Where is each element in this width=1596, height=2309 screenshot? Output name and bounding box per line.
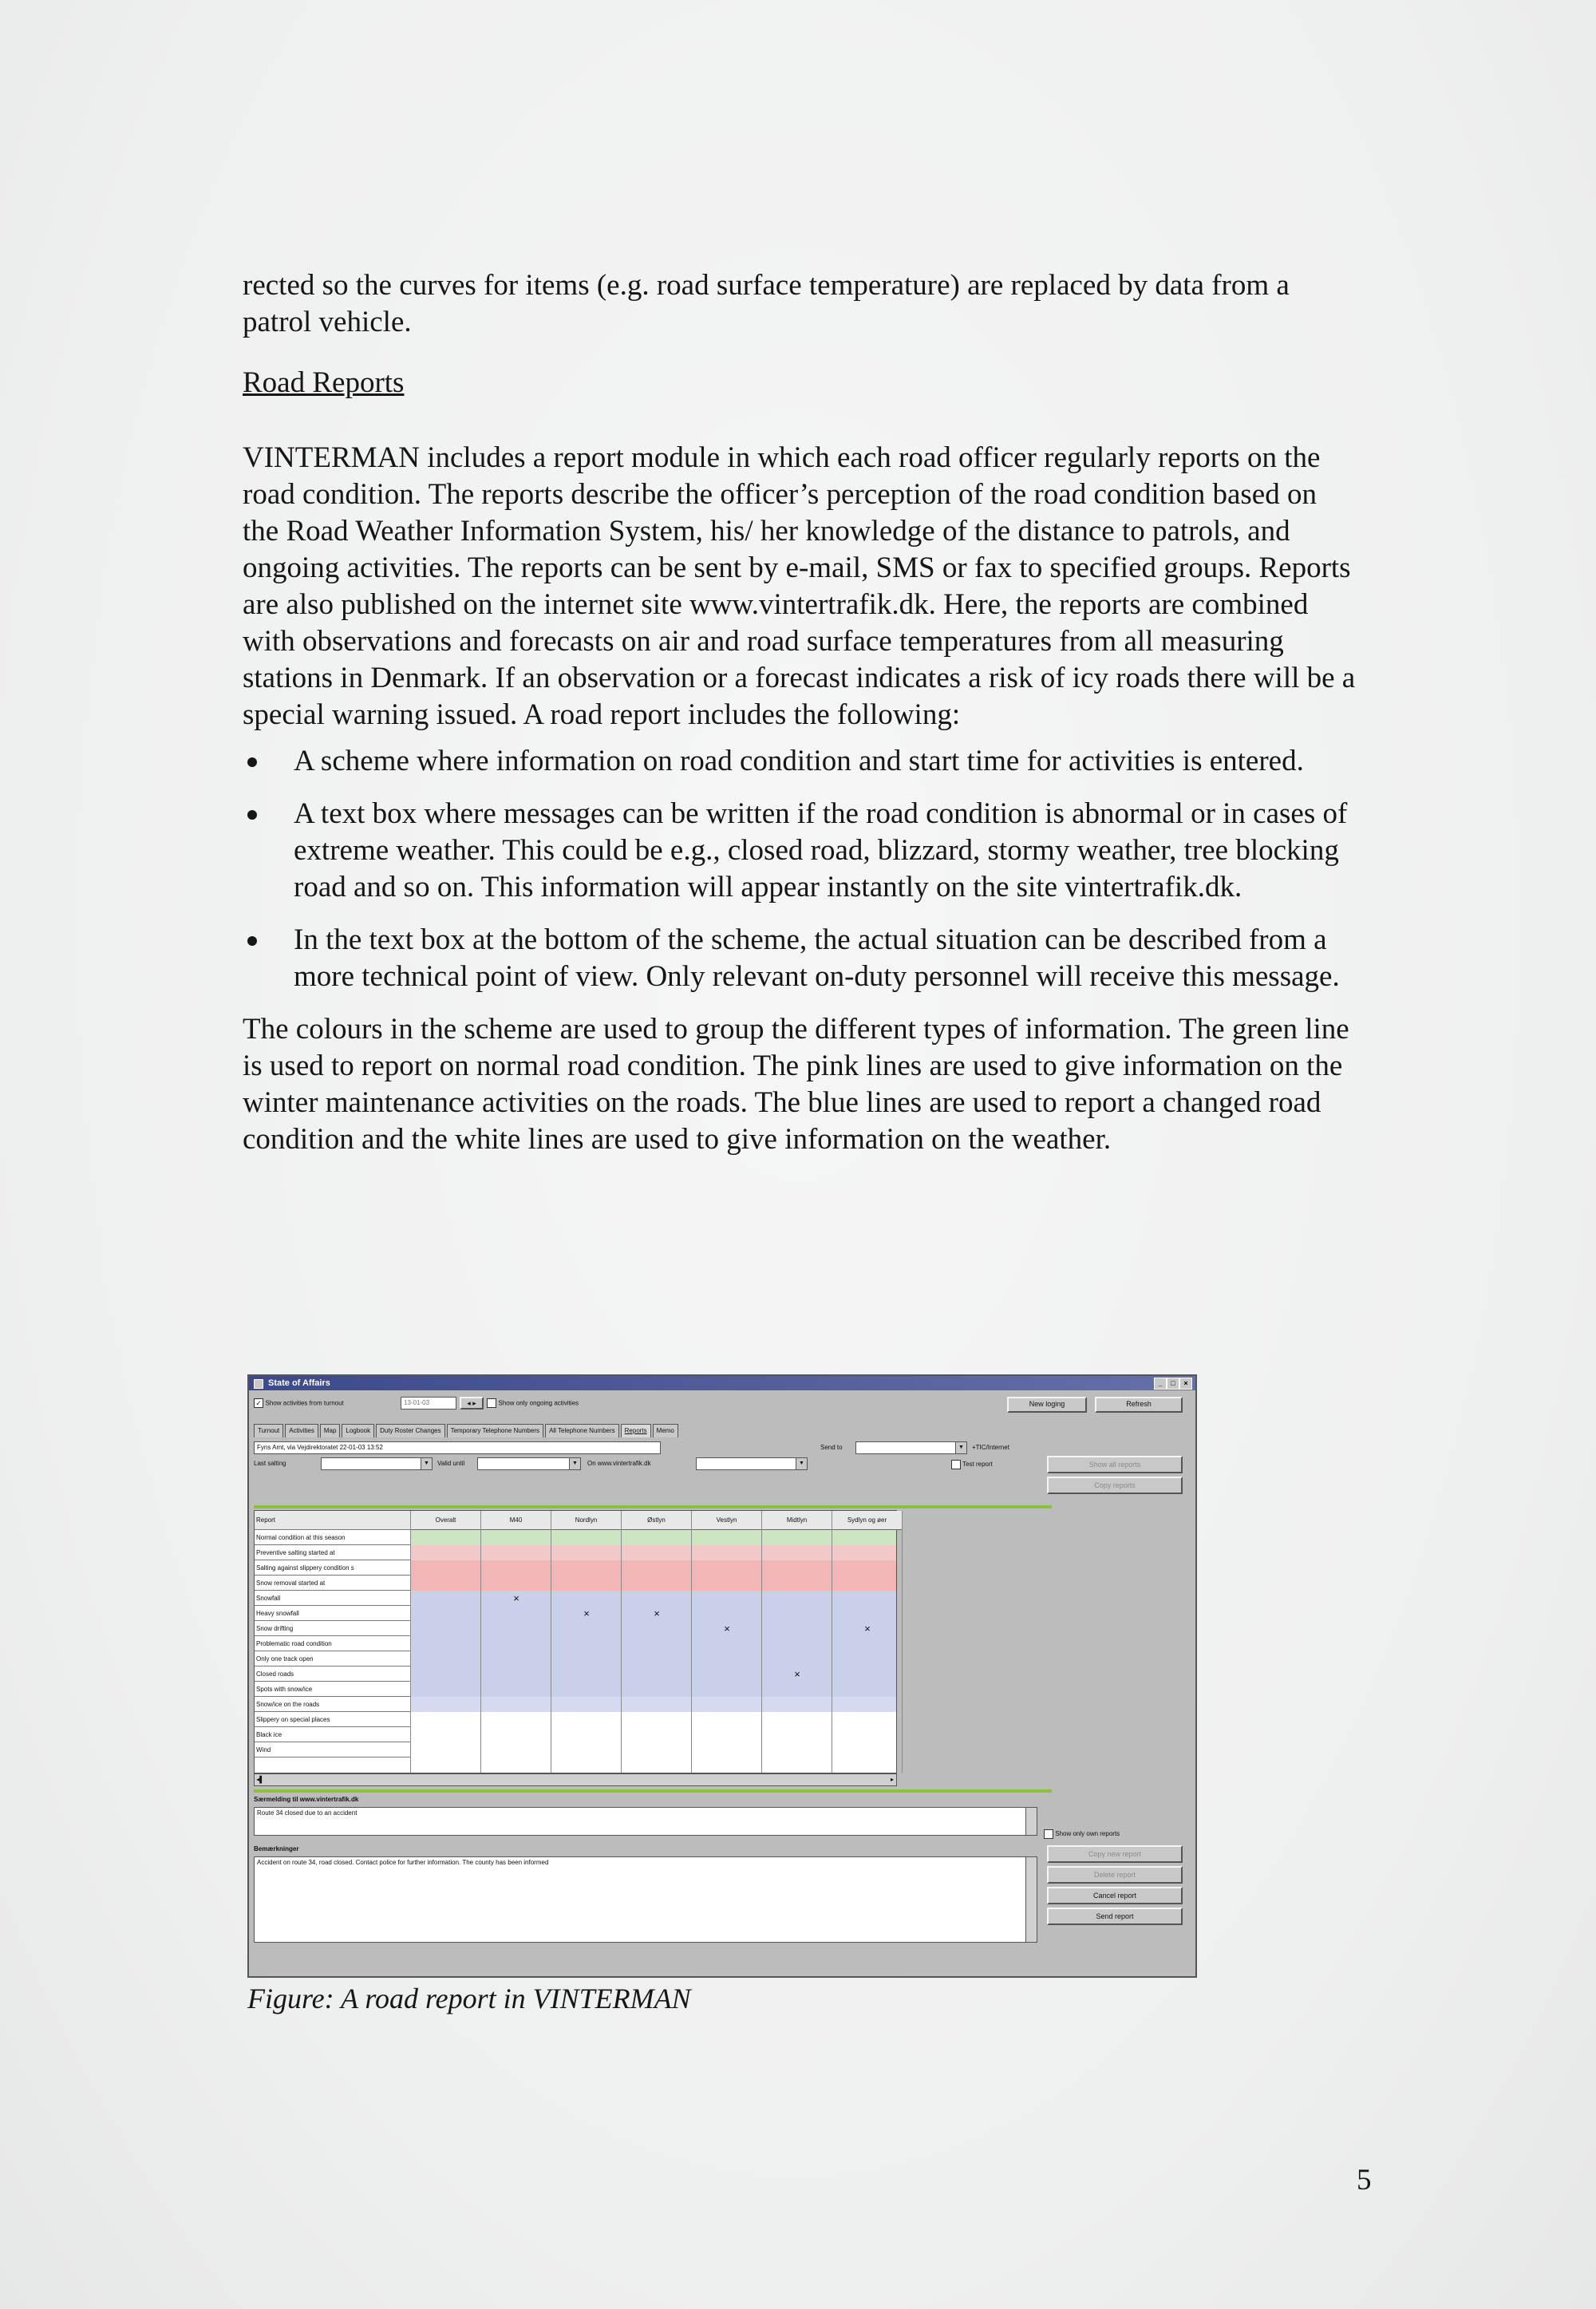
grid-row-label: Only one track open — [255, 1651, 411, 1667]
ongoing-label: Show only ongoing activities — [498, 1399, 579, 1407]
ongoing-row — [487, 1398, 579, 1408]
grid-column-header: Sydlyn og øer — [832, 1511, 903, 1530]
tab-activities[interactable]: Activities — [285, 1424, 318, 1437]
grid-column-line — [480, 1511, 481, 1773]
chevron-down-icon: ▼ — [421, 1458, 432, 1469]
page-number: 5 — [1357, 2164, 1372, 2196]
grid-row-label: Black ice — [255, 1727, 411, 1742]
grid-row-label: Snowfall — [255, 1591, 411, 1606]
tab-turnout[interactable]: Turnout — [254, 1424, 283, 1437]
remarks-textbox[interactable] — [254, 1856, 1037, 1943]
tab-duty-roster[interactable]: Duty Roster Changes — [376, 1424, 444, 1437]
send-to-select[interactable] — [855, 1441, 967, 1454]
grid-column-header: Overalt — [411, 1511, 481, 1530]
turnout-row — [254, 1398, 344, 1408]
grid-column-line — [691, 1511, 692, 1773]
cancel-report-button[interactable]: Cancel report — [1047, 1887, 1183, 1904]
send-to-label: Send to — [820, 1444, 843, 1451]
new-login-button[interactable]: New loging — [1007, 1397, 1087, 1413]
chevron-down-icon: ▼ — [569, 1458, 580, 1469]
show-all-reports-button[interactable]: Show all reports — [1047, 1456, 1183, 1473]
body-text — [243, 267, 1360, 1158]
window-titlebar — [249, 1376, 1195, 1390]
test-report-label: Test report — [962, 1461, 993, 1469]
valid-until-select[interactable] — [477, 1457, 581, 1470]
grid-row[interactable] — [255, 1545, 896, 1560]
paragraph-reports: VINTERMAN includes a report module in which each road officer regularly reports on the road condition. The reports describe the officer’s perception of the road condition based on the Road Weather Information System, his/ her knowledge of the distance to patrols, and ongoing activities. The reports can be sent by e-mail, SMS or fax to specified groups. Reports are also published on the internet site www.vintertrafik.dk. Here, the reports are combined with observations and forecasts on air and road surface temperatures from all measuring stations in Denmark. If an observation or a forecast indicates a risk of icy roads there will be a special warning issued. A road report includes the following: — [243, 441, 1356, 731]
close-button[interactable]: × — [1179, 1378, 1192, 1390]
ongoing-checkbox[interactable] — [487, 1398, 496, 1408]
turnout-date-field[interactable]: 13-01-03 — [401, 1397, 456, 1410]
grid-mark[interactable]: × — [794, 1668, 800, 1680]
grid-column-line — [621, 1511, 622, 1773]
green-divider-2 — [254, 1789, 1052, 1793]
grid-row-label: Problematic road condition — [255, 1636, 411, 1651]
grid-row-label: Salting against slippery condition s — [255, 1560, 411, 1576]
copy-new-report-button[interactable]: Copy new report — [1047, 1845, 1183, 1863]
grid-row-label: Snow removal started at — [255, 1576, 411, 1591]
grid-row[interactable] — [255, 1651, 896, 1667]
tab-map[interactable]: Map — [320, 1424, 341, 1437]
test-report-checkbox[interactable] — [951, 1460, 961, 1469]
grid-row-label: Slippery on special places — [255, 1712, 411, 1727]
own-reports-checkbox[interactable] — [1044, 1829, 1053, 1839]
grid-row[interactable] — [255, 1682, 896, 1697]
grid-header-label: Report — [255, 1511, 411, 1530]
grid-column-header: Østlyn — [622, 1511, 692, 1530]
grid-row[interactable] — [255, 1712, 896, 1727]
grid-column-header: M40 — [481, 1511, 551, 1530]
grid-row[interactable] — [255, 1727, 896, 1742]
tab-all-phone[interactable]: All Telephone Numbers — [545, 1424, 619, 1437]
valid-until-label: Valid until — [437, 1460, 465, 1467]
minimize-button[interactable]: _ — [1154, 1378, 1167, 1390]
bullet-item-bottom-textbox: In the text box at the bottom of the scheme, the actual situation can be described from a more technical point of view. Only relevant on-duty personnel will receive this message. — [243, 922, 1360, 995]
own-reports-label: Show only own reports — [1055, 1830, 1120, 1838]
tab-bar — [254, 1424, 680, 1438]
grid-mark[interactable]: × — [583, 1607, 590, 1619]
section-heading: Road Reports — [243, 366, 405, 399]
horizontal-scrollbar[interactable]: ◂▌ ▸ — [254, 1773, 897, 1786]
grid-row[interactable] — [255, 1697, 896, 1712]
delete-report-button[interactable]: Delete report — [1047, 1866, 1183, 1884]
public-message-text: Route 34 closed due to an accident — [257, 1809, 358, 1817]
figure-caption: Figure: A road report in VINTERMAN — [247, 1983, 691, 2014]
grid-row-label: Wind — [255, 1742, 411, 1757]
grid-row[interactable] — [255, 1560, 896, 1576]
show-turnout-checkbox[interactable]: ✓ — [254, 1398, 263, 1408]
last-salting-label: Last salting — [254, 1460, 286, 1467]
window-title: State of Affairs — [268, 1378, 330, 1388]
grid-row-label: Snow/ice on the roads — [255, 1697, 411, 1712]
test-report-checkbox-row — [951, 1460, 993, 1469]
grid-column-line — [410, 1511, 411, 1773]
grid-mark[interactable]: × — [654, 1607, 660, 1619]
send-report-button[interactable]: Send report — [1047, 1908, 1183, 1925]
grid-row[interactable] — [255, 1606, 896, 1621]
date-spin-buttons[interactable]: ◂ ▸ — [460, 1397, 484, 1410]
tab-memo[interactable]: Memo — [653, 1424, 678, 1437]
green-divider — [254, 1505, 1052, 1508]
grid-row-label: Spots with snow/ice — [255, 1682, 411, 1697]
own-reports-row — [1044, 1829, 1120, 1839]
tab-temp-phone[interactable]: Temporary Telephone Numbers — [447, 1424, 543, 1437]
chevron-down-icon: ▼ — [796, 1458, 807, 1469]
grid-row-label: Heavy snowfall — [255, 1606, 411, 1621]
grid-row[interactable] — [255, 1530, 896, 1545]
grid-row[interactable] — [255, 1621, 896, 1636]
refresh-button[interactable]: Refresh — [1095, 1397, 1183, 1413]
grid-row-label: Snow drifting — [255, 1621, 411, 1636]
grid-row-label: Normal condition at this season — [255, 1530, 411, 1545]
on-www-label: On www.vintertrafik.dk — [587, 1460, 651, 1467]
grid-row-label: Preventive salting started at — [255, 1545, 411, 1560]
scrollbar[interactable] — [1025, 1808, 1037, 1835]
grid-column-line — [761, 1511, 762, 1773]
remarks-text: Accident on route 34, road closed. Contact police for further information. The county has been informed — [257, 1859, 549, 1866]
grid-mark[interactable]: × — [864, 1623, 871, 1635]
tic-internet-label: +TIC/Internet — [972, 1444, 1009, 1451]
public-message-textbox[interactable] — [254, 1807, 1037, 1836]
last-salting-select[interactable] — [321, 1457, 433, 1470]
tab-reports[interactable]: Reports — [621, 1424, 651, 1437]
app-icon — [254, 1379, 263, 1389]
bullet-item-scheme: A scheme where information on road condition and start time for activities is entered. — [243, 743, 1360, 780]
chevron-down-icon: ▼ — [955, 1442, 966, 1453]
bullet-item-textbox: A text box where messages can be written if the road condition is abnormal or in cases of extreme weather. This could be e.g., closed road, blizzard, stormy weather, tree blocking road and so on. This information will appear instantly on the site vintertrafik.dk. — [243, 796, 1360, 906]
show-turnout-label: Show activities from turnout — [265, 1399, 344, 1407]
grid-mark[interactable]: × — [724, 1623, 730, 1635]
grid-row[interactable] — [255, 1591, 896, 1606]
grid-row-label: Closed roads — [255, 1667, 411, 1682]
grid-mark[interactable]: × — [513, 1592, 519, 1604]
bullet-list — [243, 743, 1360, 995]
vinterman-screenshot — [247, 1374, 1197, 1978]
grid-row[interactable] — [255, 1636, 896, 1651]
message-label: Særmelding til www.vintertrafik.dk — [254, 1796, 359, 1803]
grid-column-line — [902, 1511, 903, 1773]
grid-row[interactable] — [255, 1667, 896, 1682]
remarks-label: Bemærkninger — [254, 1845, 299, 1852]
maximize-button[interactable]: □ — [1167, 1378, 1179, 1390]
report-source-field[interactable]: Fyns Amt, via Vejdirektoratet 22-01-03 13:52 — [254, 1441, 661, 1454]
scrollbar[interactable] — [1025, 1857, 1037, 1942]
report-grid — [254, 1510, 897, 1773]
intro-paragraph: rected so the curves for items (e.g. road surface temperature) are replaced by data from a patrol vehicle. — [243, 269, 1290, 338]
grid-column-header: Nordlyn — [551, 1511, 622, 1530]
grid-column-header: Midtlyn — [762, 1511, 832, 1530]
grid-row[interactable] — [255, 1742, 896, 1757]
grid-column-header: Vestlyn — [692, 1511, 762, 1530]
grid-row[interactable] — [255, 1576, 896, 1591]
on-www-select[interactable] — [696, 1457, 808, 1470]
copy-reports-button[interactable]: Copy reports — [1047, 1477, 1183, 1494]
paragraph-colours: The colours in the scheme are used to group the different types of information. The green line is used to report on normal road condition. The pink lines are used to give information on the winter maintenance activities on the roads. The blue lines are used to report a changed road condition and the white lines are used to give information on the weather. — [243, 1013, 1349, 1156]
tab-logbook[interactable]: Logbook — [342, 1424, 374, 1437]
